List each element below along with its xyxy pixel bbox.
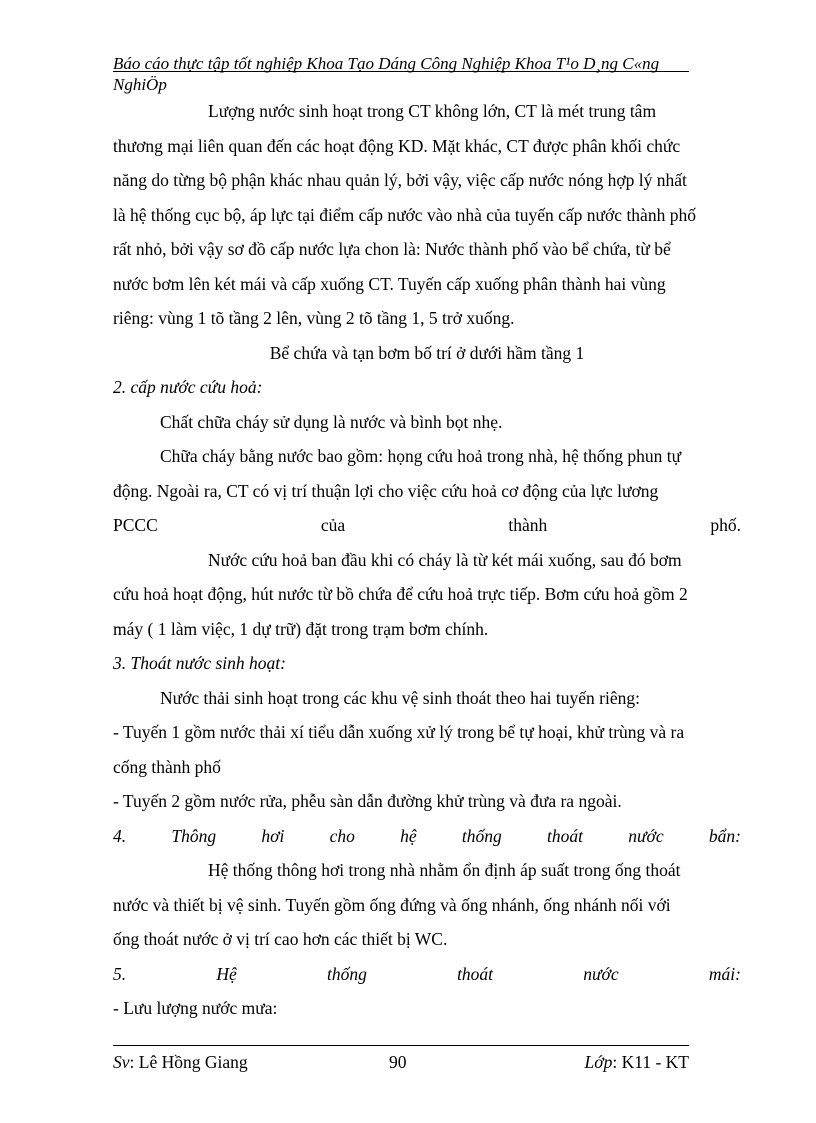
footer-student-label: Sv: [113, 1052, 130, 1072]
paragraph-line: cứu hoả hoạt động, hút nước từ bồ chứa để cứu hoả trực tiếp. Bơm cứu hoả gồm 2: [113, 584, 688, 604]
header-divider: [113, 71, 689, 72]
paragraph-line: năng do từng bộ phận khác nhau quản lý, bởi vậy, việc cấp nước nóng hợp lý nhất: [113, 170, 687, 190]
paragraph-line: Chất chữa cháy sử dụng là nước và bình bọt nhẹ.: [160, 412, 503, 432]
word: nước: [628, 826, 664, 846]
word: của: [320, 515, 346, 535]
word: 4.: [113, 826, 127, 846]
justified-line: [113, 512, 741, 538]
paragraph-line: - Tuyến 1 gồm nước thải xí tiểu dẫn xuống xử lý trong bể tự hoại, khử trùng và ra: [113, 722, 685, 742]
section-heading-3: 3. Thoát nước sinh hoạt:: [113, 653, 286, 673]
paragraph-line: Hệ thống thông hơi trong nhà nhằm ổn định áp suất trong ống thoát: [208, 860, 681, 880]
word: phố.: [710, 515, 741, 535]
word: 5.: [113, 964, 127, 984]
word: mái:: [708, 964, 741, 984]
word: bẩn:: [708, 826, 741, 846]
centered-line: Bể chứa và tạn bơm bố trí ở dưới hầm tầng 1: [269, 343, 585, 363]
word: Hệ: [216, 964, 237, 984]
footer-student: [113, 1050, 248, 1074]
footer-student-name: : Lê Hồng Giang: [129, 1052, 248, 1072]
word: thoát: [457, 964, 494, 984]
page-header: [113, 53, 728, 95]
word: thống: [326, 964, 367, 984]
word: thành: [508, 515, 548, 535]
paragraph-line: riêng: vùng 1 tõ tầng 2 lên, vùng 2 tõ tầng 1, 5 trở xuống.: [113, 308, 515, 328]
word: hệ: [400, 826, 417, 846]
paragraph-line: Chữa cháy bằng nước bao gồm: họng cứu hoả trong nhà, hệ thống phun tự: [160, 446, 682, 466]
paragraph-line: nước và thiết bị vệ sinh. Tuyến gồm ống đứng và ống nhánh, ống nhánh nối với: [113, 895, 671, 915]
paragraph-line: - Tuyến 2 gồm nước rửa, phễu sàn dẫn đường khử trùng và đưa ra ngoài.: [113, 791, 622, 811]
header-line-2: NghiÖp: [113, 75, 167, 94]
page-number: 90: [389, 1052, 407, 1072]
footer-class-label: Lớp: [584, 1052, 613, 1072]
word: hơi: [261, 826, 285, 846]
section-heading-2: 2. cấp nước cứu hoả:: [113, 377, 263, 397]
paragraph-line: là hệ thống cục bộ, áp lực tại điểm cấp nước vào nhà của tuyến cấp nước thành phố: [113, 205, 696, 225]
paragraph-line: - Lưu lượng nước mưa:: [113, 998, 278, 1018]
word: cho: [329, 826, 355, 846]
paragraph-line: rất nhỏ, bởi vậy sơ đồ cấp nước lựa chon là: Nước thành phố vào bể chứa, từ bể: [113, 239, 671, 259]
paragraph-line: Nước cứu hoả ban đầu khi có cháy là từ két mái xuống, sau đó bơm: [208, 550, 682, 570]
paragraph-line: Lượng nước sinh hoạt trong CT không lớn, CT là mét trung tâm: [208, 101, 657, 121]
footer-divider: [113, 1045, 689, 1046]
word: PCCC: [113, 515, 158, 535]
header-line-1: Báo cáo thực tập tốt nghiệp Khoa Tạo Dáng Công Nghiệp Khoa T¹o D¸ng C«ng: [113, 54, 660, 73]
word: nước: [583, 964, 619, 984]
paragraph-line: thương mại liên quan đến các hoạt động KD. Mặt khác, CT được phân khối chức: [113, 136, 681, 156]
paragraph-line: nước bơm lên két mái và cấp xuống CT. Tuyến cấp xuống phân thành hai vùng: [113, 274, 666, 294]
word: thống: [461, 826, 502, 846]
section-heading-4: [113, 823, 741, 849]
word: Thông: [171, 826, 217, 846]
word: thoát: [547, 826, 583, 846]
paragraph-line: cống thành phố: [113, 757, 221, 777]
paragraph-line: máy ( 1 làm việc, 1 dự trữ) đặt trong trạm bơm chính.: [113, 619, 489, 639]
section-heading-5: [113, 961, 741, 987]
footer-class-value: : K11 - KT: [612, 1052, 689, 1072]
paragraph-line: động. Ngoài ra, CT có vị trí thuận lợi cho việc cứu hoả cơ động của lực lương: [113, 481, 659, 501]
paragraph-line: ống thoát nước ở vị trí cao hơn các thiết bị WC.: [113, 929, 448, 949]
paragraph-line: Nước thải sinh hoạt trong các khu vệ sinh thoát theo hai tuyến riêng:: [160, 688, 640, 708]
footer-class: [585, 1050, 689, 1074]
